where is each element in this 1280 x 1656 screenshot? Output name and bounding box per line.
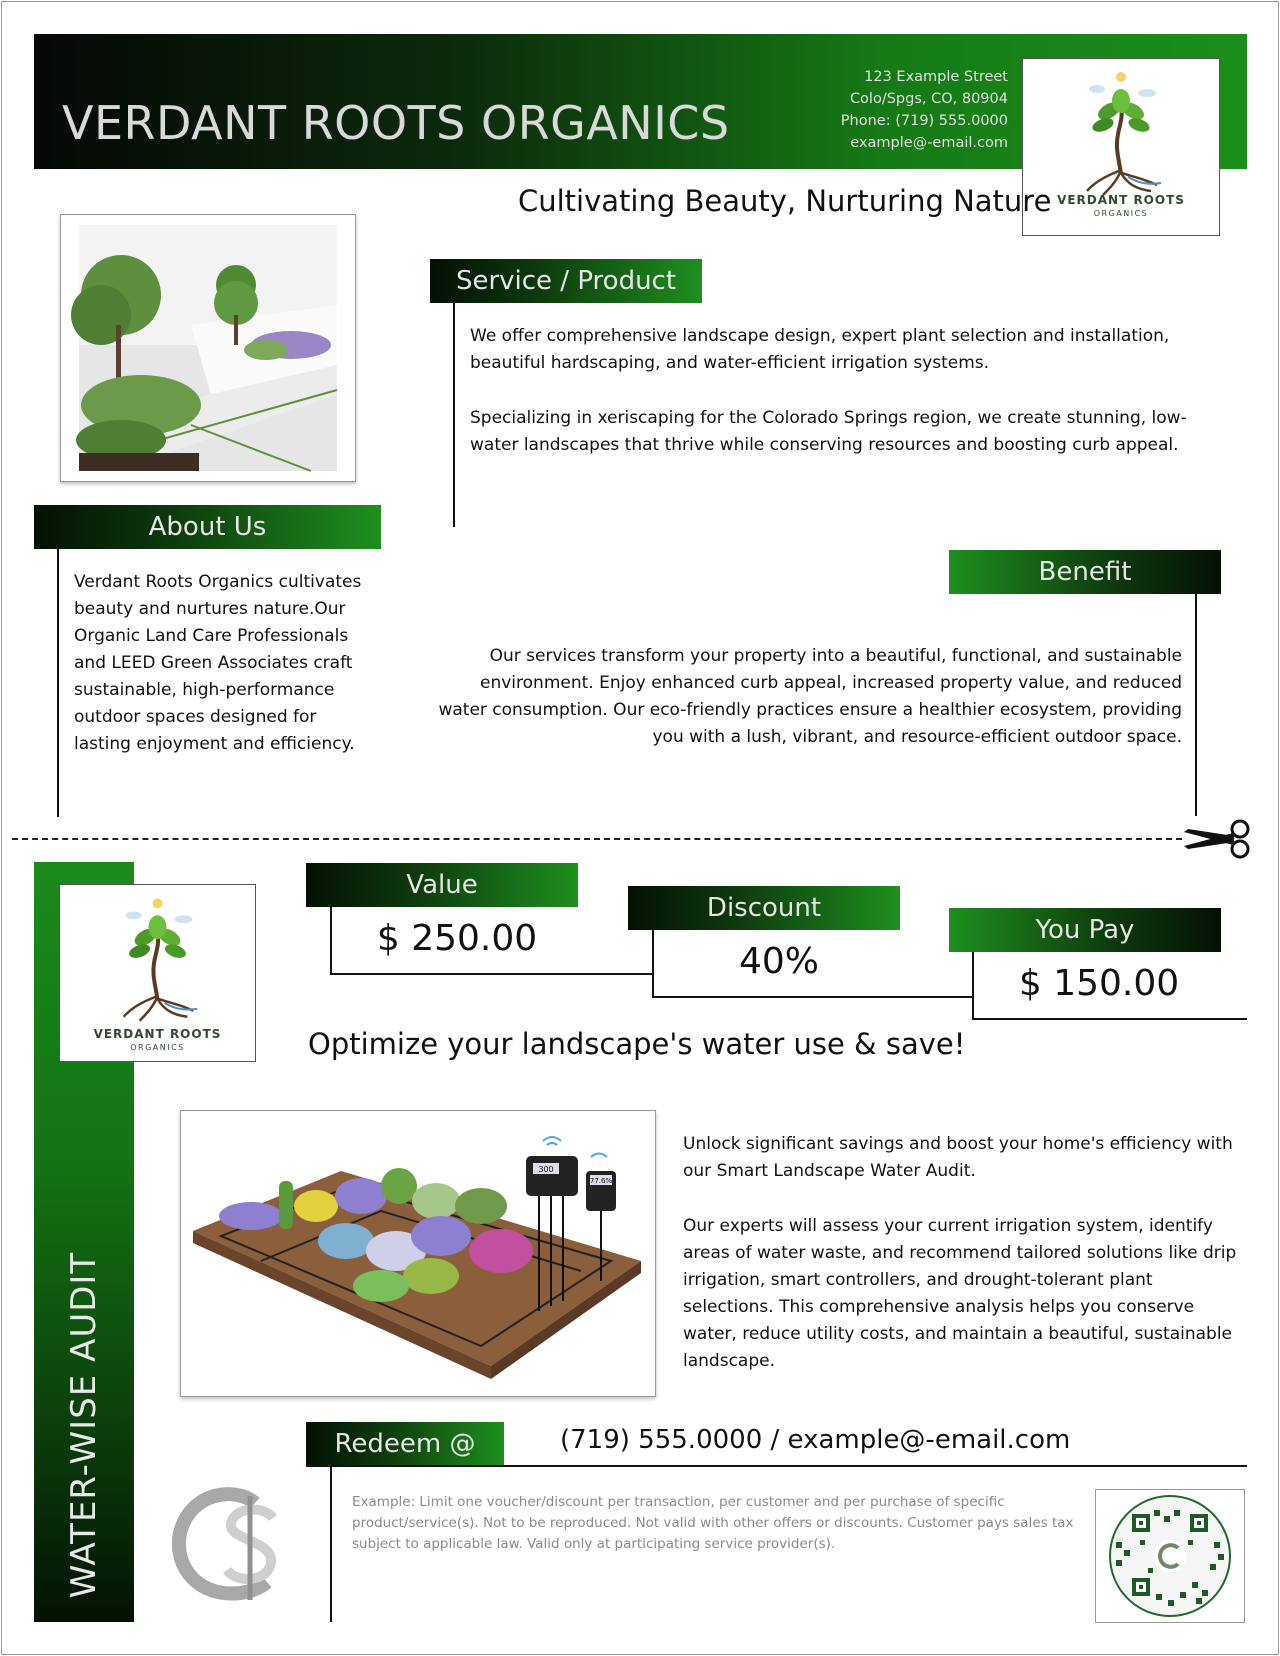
fine-print: Example: Limit one voucher/discount per transaction, per customer and per purchase of specific product/service(s). Not to be reproduced. Not valid with other offers or discounts. Customer pays sales tax subject to applicable law. Valid only at participating service provider(s). (352, 1494, 1074, 1552)
scissors-icon (1178, 816, 1258, 862)
brand-title: VERDANT ROOTS ORGANICS (62, 96, 730, 150)
coupon-title: WATER-WISE AUDIT (64, 1251, 104, 1599)
redeem-divider (330, 1466, 332, 1622)
address-line-2: Colo/Spgs, CO, 80904 (849, 91, 1008, 107)
benefit-text: Our services transform your property into a beautiful, functional, and sustainable environment. Enjoy enhanced curb appeal, increased property value, and reduced water consumption. Our eco-friendly practices ensure a healthier ecosystem, providing you with a lush, vibrant, and resource-efficient outdoor space. (438, 646, 1182, 747)
audit-paragraph-2: Our experts will assess your current irrigation system, identify areas of water waste, and recommend tailored solutions like drip irrigation, smart controllers, and drought-tolerant plant selections. This comprehensive analysis helps you conserve water, reduce utility costs, and maintain a beautiful, sustainable landscape. (683, 1216, 1237, 1371)
controller-display-2: 77.6% (589, 1177, 613, 1185)
you-pay-heading: You Pay (949, 908, 1221, 952)
controller-display-1: 300 (538, 1165, 554, 1174)
logo-sub: ORGANICS (1093, 209, 1149, 218)
you-pay-amount: $ 150.00 (1018, 963, 1180, 1004)
service-paragraph-1: We offer comprehensive landscape design, expert plant selection and installation, beautiful hardscaping, and water-efficient irrigation systems. (470, 326, 1170, 373)
you-pay-underline (972, 1018, 1247, 1020)
audit-paragraph-1: Unlock significant savings and boost your home's efficiency with our Smart Landscape Water Audit. (683, 1134, 1233, 1181)
about-heading: About Us (34, 505, 381, 549)
garden-photo (60, 214, 356, 482)
email-text: example@-email.com (850, 135, 1008, 151)
qr-code[interactable] (1095, 1489, 1245, 1623)
cs-monogram-logo (165, 1478, 295, 1608)
logo-name: VERDANT ROOTS (93, 1027, 222, 1041)
about-divider (57, 549, 59, 817)
redeem-heading: Redeem @ (306, 1422, 504, 1466)
contact-block (841, 66, 1008, 154)
irrigation-illustration (181, 1111, 655, 1396)
value-amount: $ 250.00 (376, 918, 538, 959)
coupon-logo (59, 884, 256, 1062)
value-heading: Value (306, 863, 578, 907)
discount-heading: Discount (628, 886, 900, 930)
redeem-underline (306, 1465, 1247, 1467)
service-heading: Service / Product (430, 259, 702, 303)
address-line-1: 123 Example Street (864, 69, 1008, 85)
about-text: Verdant Roots Organics cultivates beauty and nurtures nature.Our Organic Land Care Professionals and LEED Green Associates craft sustainable, high-performance outdoor spaces designed for lasting enjoyment and efficiency. (74, 572, 362, 754)
header-logo (1022, 58, 1220, 236)
benefit-heading: Benefit (949, 550, 1221, 594)
discount-underline (652, 996, 974, 998)
service-divider (453, 303, 455, 527)
garden-illustration (61, 215, 355, 481)
qr-code-icon (1096, 1490, 1244, 1622)
logo-sub: ORGANICS (130, 1043, 185, 1052)
irrigation-image (180, 1110, 656, 1397)
service-paragraph-2: Specializing in xeriscaping for the Colorado Springs region, we create stunning, low-water landscapes that thrive while conserving resources and boosting curb appeal. (470, 408, 1187, 455)
redeem-contact: (719) 555.0000 / example@-email.com (560, 1425, 1071, 1455)
value-underline (330, 973, 652, 975)
phone-text: Phone: (719) 555.0000 (840, 113, 1008, 129)
coupon-headline: Optimize your landscape's water use & save! (308, 1027, 966, 1061)
discount-amount: 40% (738, 941, 819, 982)
benefit-divider (1195, 594, 1197, 816)
tagline: Cultivating Beauty, Nurturing Nature (518, 184, 1052, 218)
coupon-cut-line (12, 838, 1182, 840)
logo-name: VERDANT ROOTS (1057, 193, 1185, 207)
